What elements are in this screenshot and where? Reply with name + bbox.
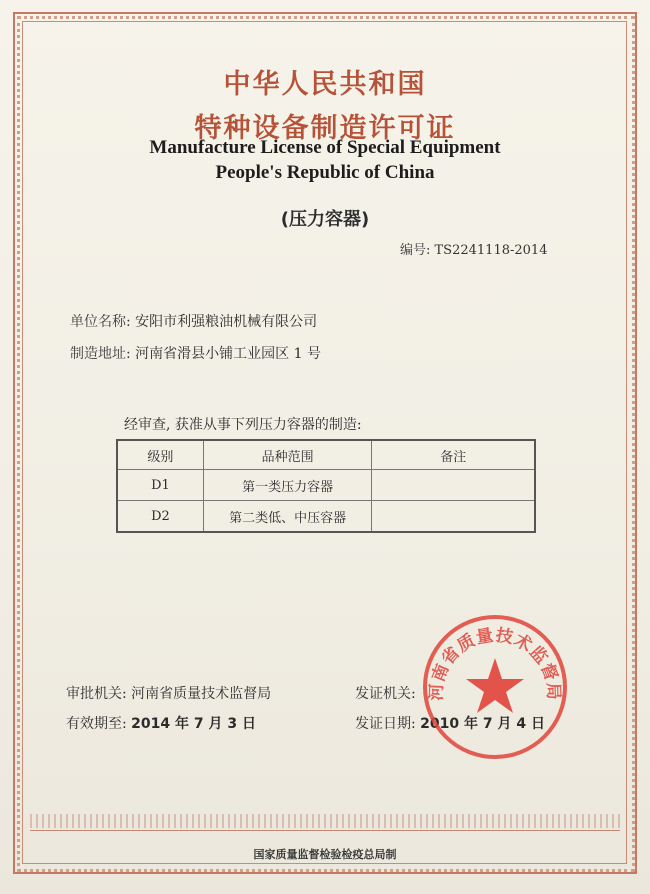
title-en-line1: Manufacture License of Special Equipment	[149, 137, 501, 158]
table-header-row	[117, 440, 535, 470]
row2-level: D2	[117, 501, 203, 533]
valid-until-label: 有效期至:	[66, 716, 127, 732]
title-cn-line1: 中华人民共和国	[223, 69, 427, 100]
address-field	[70, 343, 321, 363]
unit-name-value: 安阳市利强粮油机械有限公司	[135, 314, 318, 330]
unit-name-label: 单位名称:	[70, 314, 131, 330]
issue-date-value: 2010 年 7 月 4 日	[420, 716, 545, 732]
row2-remarks	[372, 501, 535, 533]
star-icon	[466, 658, 524, 713]
title-cn-line2: 特种设备制造许可证	[194, 113, 456, 144]
valid-until-value: 2014 年 7 月 3 日	[131, 716, 256, 732]
decorative-line	[30, 830, 620, 831]
license-number: 编号: TS2241118-2014	[400, 243, 548, 258]
scope-table	[116, 439, 536, 533]
intro-text: 经审查, 获准从事下列压力容器的制造:	[124, 417, 362, 433]
table-row	[117, 470, 535, 501]
license-category: (压力容器)	[280, 209, 370, 230]
issuing-authority-field	[355, 683, 416, 703]
table-row	[117, 501, 535, 533]
approval-authority-label: 审批机关:	[66, 686, 127, 702]
approval-authority-value: 河南省质量技术监督局	[131, 686, 272, 702]
seal-text: 河南省质量技术监督局	[426, 625, 564, 702]
address-label: 制造地址:	[70, 346, 131, 362]
row1-remarks	[372, 470, 535, 501]
issue-date-label: 发证日期:	[355, 716, 416, 732]
row1-scope: 第一类压力容器	[203, 470, 372, 501]
row1-level: D1	[117, 470, 203, 501]
valid-until-field	[66, 713, 256, 733]
approval-authority-field	[66, 683, 271, 703]
official-seal	[420, 612, 570, 762]
unit-name-field	[70, 311, 317, 331]
title-en-line2: People's Republic of China	[215, 162, 435, 183]
header-remarks: 备注	[372, 440, 535, 470]
issuing-authority-label: 发证机关:	[355, 686, 416, 702]
footer-issuer: 国家质量监督检验检疫总局制	[253, 848, 397, 861]
header-level: 级别	[117, 440, 203, 470]
row2-scope: 第二类低、中压容器	[203, 501, 372, 533]
decorative-band	[30, 814, 620, 828]
header-scope: 品种范围	[203, 440, 372, 470]
address-value: 河南省滑县小铺工业园区 1 号	[135, 346, 321, 362]
